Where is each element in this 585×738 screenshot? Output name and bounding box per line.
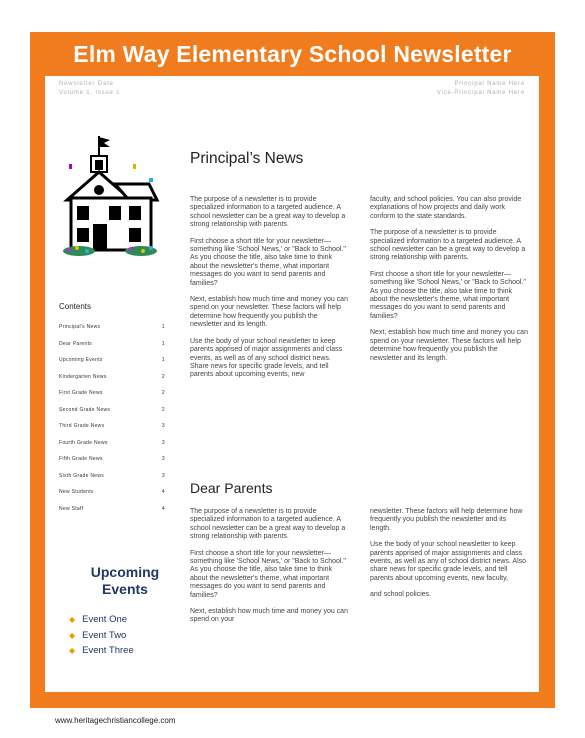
principals-news-heading: Principal’s News bbox=[190, 150, 304, 167]
diamond-bullet-icon: ◆ bbox=[69, 646, 76, 656]
event-label: Event Three bbox=[82, 645, 134, 657]
diamond-bullet-icon: ◆ bbox=[69, 615, 76, 625]
toc-label: First Grade News bbox=[59, 390, 103, 396]
toc-label: Sixth Grade News bbox=[59, 472, 105, 479]
toc-page: 1 bbox=[161, 340, 165, 347]
source-url: www.heritagechristiancollege.com bbox=[55, 716, 176, 725]
toc-row[interactable] bbox=[59, 390, 165, 407]
toc-label: Fifth Grade News bbox=[59, 456, 103, 462]
paragraph: Use the body of your school newsletter to keep parents apprised of major assignments and class events, as well as any of school district news. Also share news for specific grade levels, and tell parents about upcoming events, new faculty, bbox=[370, 541, 527, 582]
event-item bbox=[69, 628, 134, 644]
vice-principal-name: Vice-Principal Name Here bbox=[436, 90, 525, 96]
paragraph: The purpose of a newsletter is to provide specialized information to a targeted audience. A school newsletter can be a great way to develop a strong relationship with parents. bbox=[370, 229, 526, 262]
dear-parents-heading: Dear Parents bbox=[190, 480, 273, 496]
toc-row[interactable] bbox=[59, 357, 165, 374]
toc-page: 4 bbox=[161, 489, 165, 495]
paragraph: faculty, and school policies. You can also provide explanations of how projects and daily work conform to the state standards. bbox=[370, 196, 522, 220]
contents-title: Contents bbox=[59, 302, 92, 311]
paragraph: Next, establish how much time and money you can spend on your newsletter. These factors will help determine how frequently you publish the newsletter and its length. bbox=[370, 329, 528, 362]
paragraph: Next, establish how much time and money you can spend on your bbox=[190, 608, 348, 624]
event-item bbox=[69, 612, 134, 628]
events-title-line-1: Upcoming bbox=[90, 564, 160, 580]
toc-row[interactable] bbox=[59, 456, 165, 473]
toc-row[interactable] bbox=[59, 506, 165, 523]
toc-page: 2 bbox=[161, 373, 165, 380]
toc-page: 3 bbox=[161, 472, 165, 479]
toc-page: 3 bbox=[161, 456, 165, 462]
paragraph: The purpose of a newsletter is to provide specialized information to a targeted audience. A school newsletter can be a great way to develop a strong relationship with parents. bbox=[190, 508, 346, 541]
toc-label: Dear Parents bbox=[59, 340, 93, 347]
toc-page: 1 bbox=[161, 357, 165, 363]
issue-info bbox=[59, 80, 120, 98]
toc-label: Upcoming Events bbox=[59, 357, 103, 363]
event-label: Event Two bbox=[82, 629, 127, 641]
toc-label: Kindergarten News bbox=[59, 373, 107, 380]
toc-label: Principal's News bbox=[59, 324, 101, 330]
event-label: Event One bbox=[82, 614, 128, 626]
principals-news-column-2 bbox=[370, 196, 528, 371]
principals-news-column-1 bbox=[190, 196, 348, 388]
toc-label: Second Grade News bbox=[59, 406, 111, 413]
paragraph: newsletter. These factors will help determine how frequently you publish the newsletter and its length. bbox=[370, 508, 523, 532]
toc-label: Third Grade News bbox=[59, 423, 105, 429]
newsletter-page bbox=[45, 76, 539, 725]
toc-label: New Staff bbox=[59, 505, 84, 512]
toc-row[interactable] bbox=[59, 341, 165, 358]
toc-row[interactable] bbox=[59, 440, 165, 457]
diamond-bullet-icon: ◆ bbox=[69, 630, 76, 640]
toc-page: 3 bbox=[161, 439, 165, 446]
events-title-line-2: Events bbox=[102, 581, 148, 597]
toc-row[interactable] bbox=[59, 423, 165, 440]
newsletter-title: Elm Way Elementary School Newsletter bbox=[73, 41, 512, 67]
volume-issue: Volume 1, Issue 1 bbox=[59, 90, 121, 96]
paragraph: Next, establish how much time and money you can spend on your newsletter. These factors will help determine how frequently you publish the newsletter and its length. bbox=[190, 296, 348, 329]
paragraph: First choose a short title for your newsletter— something like 'School News,' or "Back to School." As you choose the title, also take time to think about the newsletter's theme, what important messages do you want to send parents and families? bbox=[190, 237, 346, 287]
toc-label: New Students bbox=[59, 489, 94, 495]
toc-row[interactable] bbox=[59, 489, 165, 506]
toc-row[interactable] bbox=[59, 473, 165, 490]
toc-row[interactable] bbox=[59, 324, 165, 341]
school-house-icon bbox=[63, 134, 157, 262]
toc-page: 2 bbox=[161, 390, 165, 396]
newsletter-date: Newsletter Date bbox=[59, 81, 114, 87]
toc-row[interactable] bbox=[59, 407, 165, 424]
toc-label: Fourth Grade News bbox=[59, 439, 108, 446]
toc-page: 2 bbox=[161, 406, 165, 413]
toc-row[interactable] bbox=[59, 374, 165, 391]
dear-parents-column-2 bbox=[370, 508, 528, 608]
toc-page: 4 bbox=[161, 505, 165, 512]
toc-page: 3 bbox=[161, 423, 165, 429]
dear-parents-column-1 bbox=[190, 508, 348, 633]
toc-page: 1 bbox=[161, 324, 165, 330]
paragraph: Use the body of your school newsletter to keep parents apprised of major assignments and class events, as well as of any school district news. Share news for specific grade levels, and tell parents about upcoming events, new bbox=[190, 337, 343, 379]
table-of-contents bbox=[59, 324, 165, 522]
staff-info bbox=[437, 80, 525, 98]
newsletter-frame bbox=[30, 32, 555, 725]
events-list bbox=[69, 612, 134, 659]
upcoming-events-title bbox=[70, 564, 180, 598]
principal-name: Principal Name Here bbox=[454, 81, 525, 87]
paragraph: First choose a short title for your newsletter— something like 'School News,' or "Back to School." As you choose the title, also take time to think about the newsletter's theme, what important messages do you want to send parents and families? bbox=[370, 270, 526, 320]
event-item bbox=[69, 643, 134, 659]
paragraph: and school policies. bbox=[370, 591, 432, 599]
paragraph: First choose a short title for your newsletter— something like 'School News,' or "Back to School." As you choose the title, also take time to think about the newsletter's theme, what important messages do you want to send parents and families? bbox=[190, 549, 346, 599]
paragraph: The purpose of a newsletter is to provide specialized information to a targeted audience. A school newsletter can be a great way to develop a strong relationship with parents. bbox=[190, 196, 346, 229]
